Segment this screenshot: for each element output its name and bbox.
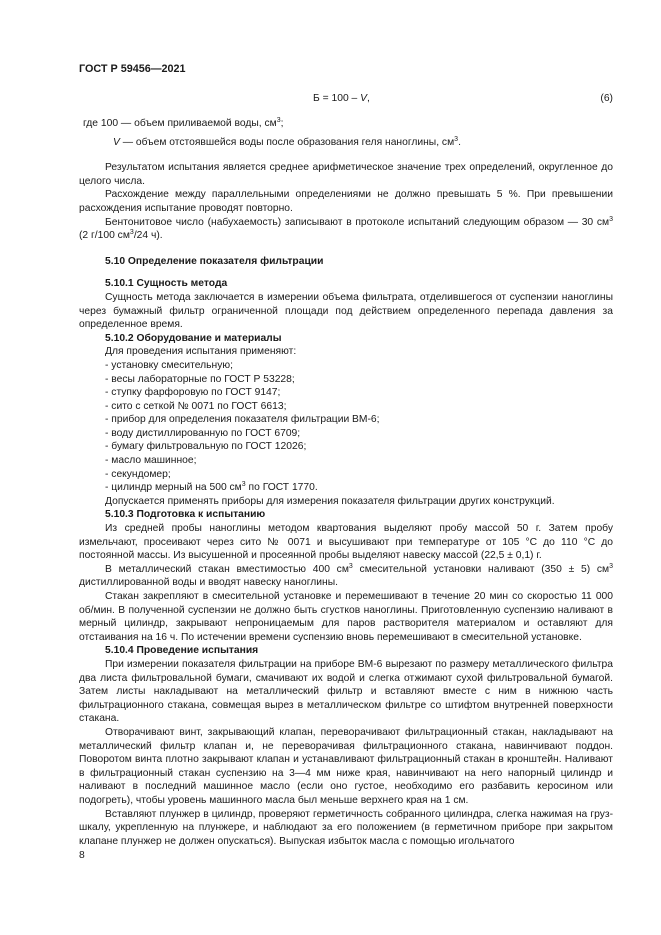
procedure-paragraph-1: При измерении показателя фильтрации на приборе ВМ-6 вырезают по размеру металлического фильтра два листа фильтровальной бумаги, смачивают их водой и слегка отжимают сухой фильтровальной бумагой. Затем листы накладывают на металлический фильтр и вставляют вместе с ним в нижнюю часть фильтрационного стакана, совмещая вырез в металлическом фильтре со штифтом внутренней поверхности стакана. <box>79 658 613 725</box>
formula-6 <box>79 92 613 106</box>
equipment-item-cylinder: - цилиндр мерный на 500 $см^3$ по ГОСТ 1770. <box>105 481 318 494</box>
where-line-1: где 100 — объем приливаемой воды, $см^3$; <box>83 117 284 129</box>
section-5-10-2-title: 5.10.2 Оборудование и материалы <box>105 332 282 344</box>
section-5-10-1-title: 5.10.1 Сущность метода <box>105 278 228 290</box>
equipment-item: - сито с сеткой № 0071 по ГОСТ 6613; <box>105 400 287 412</box>
equipment-item: - секундомер; <box>105 468 171 480</box>
section-5-10-3-title: 5.10.3 Подготовка к испытанию <box>105 509 266 521</box>
equipment-item: - ступку фарфоровую по ГОСТ 9147; <box>105 387 281 399</box>
preparation-paragraph-2: В металлический стакан вместимостью 400 $см^3$ смесительной установки наливают (350 ± 5) $см^3$ дистиллированной воды и вводят навеску наноглины. <box>79 562 613 589</box>
preparation-paragraph-1: Из средней пробы наноглины методом квартования выделяют пробу массой 50 г. Затем пробу измельчают, просеивают через сито № 0071 и высушивают при температуре от 105 °С до 110 °С до постоянной массы. Из высушенной и просеянной пробы выделяют навеску массой (22,5 ± 0,1) г. <box>79 523 613 562</box>
equipment-item: - весы лабораторные по ГОСТ Р 53228; <box>105 373 295 385</box>
document-header: ГОСТ Р 59456—2021 <box>79 63 186 75</box>
paragraph-result: Результатом испытания является среднее арифметическое значение трех определений, округленное до целого числа. <box>79 162 613 187</box>
section-5-10-1-text: Сущность метода заключается в измерении объема фильтрата, отделившегося от суспензии наноглины через бумажный фильтр ограниченной площади под действием определенного перепада давления за определенное время. <box>79 291 613 331</box>
equipment-item: - бумагу фильтровальную по ГОСТ 12026; <box>105 441 307 453</box>
equation-number: (6) <box>600 93 613 104</box>
document-body <box>79 117 613 848</box>
preparation-paragraph-3: Стакан закрепляют в смесительной установке и перемешивают в течение 20 мин со скоростью 11 000 об/мин. В полученной суспензии не должно быть сгустков наноглины. Приготовленную суспензию наливают в мерный цилиндр, закрывают непроницаемым для паров растворителя материалом и оставляют для отстаивания на 16 ч. По истечении времени суспензию вновь перемешивают в смесительной установке. <box>79 591 613 643</box>
equipment-intro: Для проведения испытания применяют: <box>105 346 297 358</box>
formula-expression: Б = 100 – V, <box>313 93 370 104</box>
section-5-10-title: 5.10 Определение показателя фильтрации <box>105 255 324 267</box>
equipment-item: - прибор для определения показателя фильтрации ВМ-6; <box>105 414 380 426</box>
equipment-item: - установку смесительную; <box>105 359 233 371</box>
section-5-10-4-title: 5.10.4 Проведение испытания <box>105 645 259 657</box>
paragraph-bentonite: Бентонитовое число (набухаемость) записывают в протоколе испытаний следующим образом — 30 $см^3$ (2 г/100 $см^3/24$ ч). <box>79 215 613 242</box>
equipment-item: - масло машинное; <box>105 455 197 467</box>
procedure-paragraph-2: Отворачивают винт, закрывающий клапан, переворачивают фильтрационный стакан, накладывают на металлический фильтр клапан и, не переворачивая фильтрационного стакана, навинчивают поддон. Поворотом винта плотно закрывают клапан и устанавливают фильтрационный стакан в кронштейн. Наливают в фильтрационный стакан суспензию на 3—4 мм ниже края, навинчивают на него напорный цилиндр и наливают в последний машинное масло (если оно густое, необходимо его разбавить керосином или подогреть), чтобы уровень машинного масла был меньше верхнего края на 1 см. <box>79 726 613 806</box>
where-line-2: V — объем отстоявшейся воды после образования геля наноглины, $см^3$. <box>113 135 461 148</box>
page-number: 8 <box>79 850 85 861</box>
equipment-item: - воду дистиллированную по ГОСТ 6709; <box>105 427 301 439</box>
paragraph-divergence: Расхождение между параллельными определениями не должно превышать 5 %. При превышении расхождения испытание проводят повторно. <box>79 189 613 214</box>
equipment-note: Допускается применять приборы для измерения показателя фильтрации других конструкций. <box>105 495 555 507</box>
procedure-paragraph-3: Вставляют плунжер в цилиндр, проверяют герметичность собранного цилиндра, слегка нажимая на груз-шкалу, укрепленную на плунжере, и наблюдают за его положением (в герметичном приборе при закрытом клапане плунжер не должен опускаться). Выпуская избыток масла с помощью игольчатого <box>79 808 613 847</box>
